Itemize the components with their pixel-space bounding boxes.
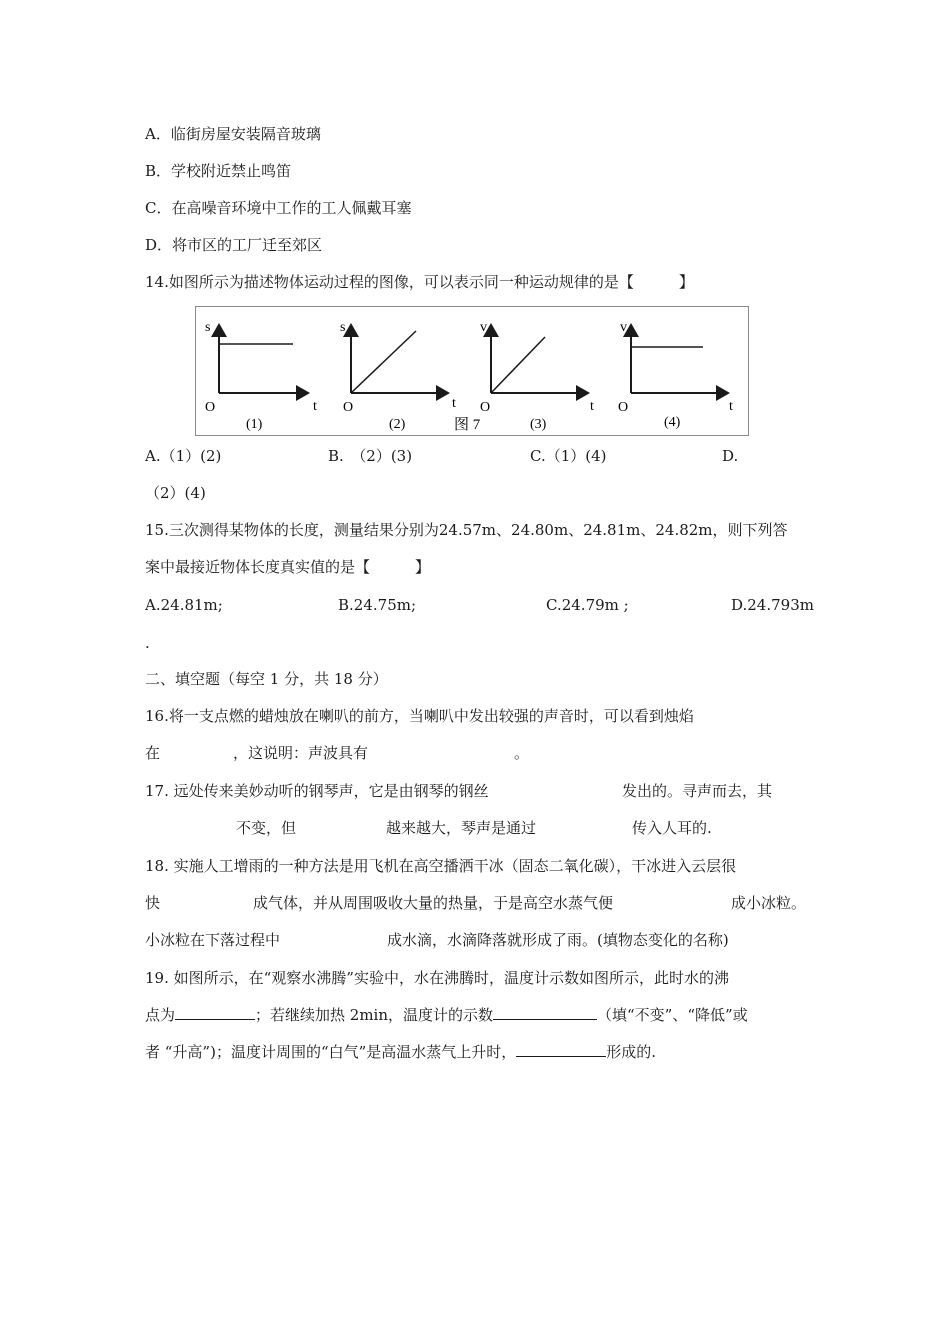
q17-part5: 传入人耳的.: [632, 819, 712, 837]
q15-trailing-dot: .: [145, 634, 150, 652]
q17-part2: 发出的。寻声而去，其: [622, 782, 773, 800]
graph-3-y-label: v: [480, 320, 487, 335]
option-d: D．将市区的工厂迁至郊区: [145, 236, 323, 254]
q19-part1: 点为: [145, 1006, 176, 1024]
q16-part2: ，这说明：声波具有: [233, 744, 369, 762]
q19-part2: ；若继续加热 2min，温度计的示数: [255, 1006, 494, 1024]
q18-part2: 成气体，并从周围吸收大量的热量，于是高空水蒸气便: [253, 894, 614, 912]
q15-option-c: C.24.79m ;: [546, 596, 629, 614]
question-16-line1: 16.将一支点燃的蜡烛放在喇叭的前方，当喇叭中发出较强的声音时，可以看到烛焰: [145, 707, 694, 725]
graph-4-y-label: v: [620, 320, 627, 335]
graph-3-origin-label: O: [480, 400, 491, 415]
graph-2-s-t-rising: [340, 320, 481, 433]
q14-option-c: C.（1）(4): [530, 447, 607, 465]
q18-part4: 小冰粒在下落过程中: [145, 931, 281, 949]
graph-3-number: (3): [530, 417, 547, 432]
boiling-point-blank[interactable]: [175, 1005, 255, 1020]
q18-part3: 成小冰粒。: [731, 894, 807, 912]
q19-part5: 形成的.: [606, 1043, 657, 1061]
q17-part1: 17. 远处传来美妙动听的钢琴声，它是由钢琴的钢丝: [145, 782, 489, 800]
q17-part3: 不变，但: [236, 819, 297, 837]
graph-3-v-t-rising: [480, 320, 594, 432]
q14-option-d-cont: （2）(4): [145, 484, 206, 502]
figure-caption: 图 7: [454, 417, 481, 433]
q15-option-b: B.24.75m;: [338, 596, 417, 614]
graph-4-t-label: t: [729, 399, 733, 414]
q19-part3: （填“不变”、“降低”或: [597, 1006, 748, 1024]
question-18-line1: 18. 实施人工增雨的一种方法是用飞机在高空播洒干冰（固态二氧化碳），干冰进入云层很: [145, 857, 737, 875]
q14-option-a: A.（1）(2): [145, 447, 222, 465]
graph-2-number: (2): [389, 417, 406, 432]
graph-2-origin-label: O: [343, 400, 354, 415]
q19-part4: 者 “升高”)；温度计周围的“白气”是高温水蒸气上升时，: [145, 1043, 517, 1061]
question-19-line1: 19. 如图所示，在“观察水沸腾”实验中，水在沸腾时，温度计示数如图所示，此时水的沸: [145, 969, 729, 987]
question-14-stem: 14.如图所示为描述物体运动过程的图像，可以表示同一种运动规律的是【 】: [145, 273, 694, 291]
graph-4-number: (4): [664, 415, 681, 430]
graph-4-origin-label: O: [618, 400, 629, 415]
thermometer-reading-blank[interactable]: [493, 1005, 597, 1020]
q18-part1: 快: [145, 894, 161, 912]
option-a: A．临街房屋安装隔音玻璃: [145, 125, 321, 143]
graph-1-number: (1): [246, 417, 263, 432]
q15-option-d: D.24.793m: [731, 596, 814, 614]
q14-option-b: B. （2）(3): [328, 447, 413, 465]
graph-4-v-t-horizontal: [618, 320, 733, 430]
section-heading: 二、填空题（每空 1 分，共 18 分）: [145, 670, 388, 688]
graph-2-t-label: t: [452, 396, 456, 411]
graph-1-y-label: s: [205, 320, 211, 335]
q18-part5: 成水滴，水滴降落就形成了雨。(填物态变化的名称): [387, 931, 729, 949]
question-15-line2: 案中最接近物体长度真实值的是【 】: [145, 558, 431, 576]
motion-graphs-svg: [196, 307, 750, 437]
question-19-line2: [145, 1005, 748, 1025]
q16-part3: 。: [514, 744, 530, 762]
graph-1-origin-label: O: [205, 400, 216, 415]
option-b: B．学校附近禁止鸣笛: [145, 162, 292, 180]
graph-2-y-label: s: [340, 320, 346, 335]
q14-option-d: D.: [722, 447, 739, 465]
motion-graphs-figure: [195, 306, 749, 436]
question-19-line3: [145, 1042, 656, 1062]
option-c: C．在高噪音环境中工作的工人佩戴耳塞: [145, 199, 412, 217]
white-gas-process-blank[interactable]: [516, 1042, 606, 1057]
q15-option-a: A.24.81m;: [145, 596, 223, 614]
q17-part4: 越来越大，琴声是通过: [386, 819, 537, 837]
question-15-line1: 15.三次测得某物体的长度，测量结果分别为24.57m、24.80m、24.81m、24.82m，则下列答: [145, 521, 788, 539]
graph-1-t-label: t: [313, 399, 317, 414]
q16-part1: 在: [145, 744, 161, 762]
graph-3-t-label: t: [590, 399, 594, 414]
graph-1-s-t-horizontal: [205, 320, 317, 432]
